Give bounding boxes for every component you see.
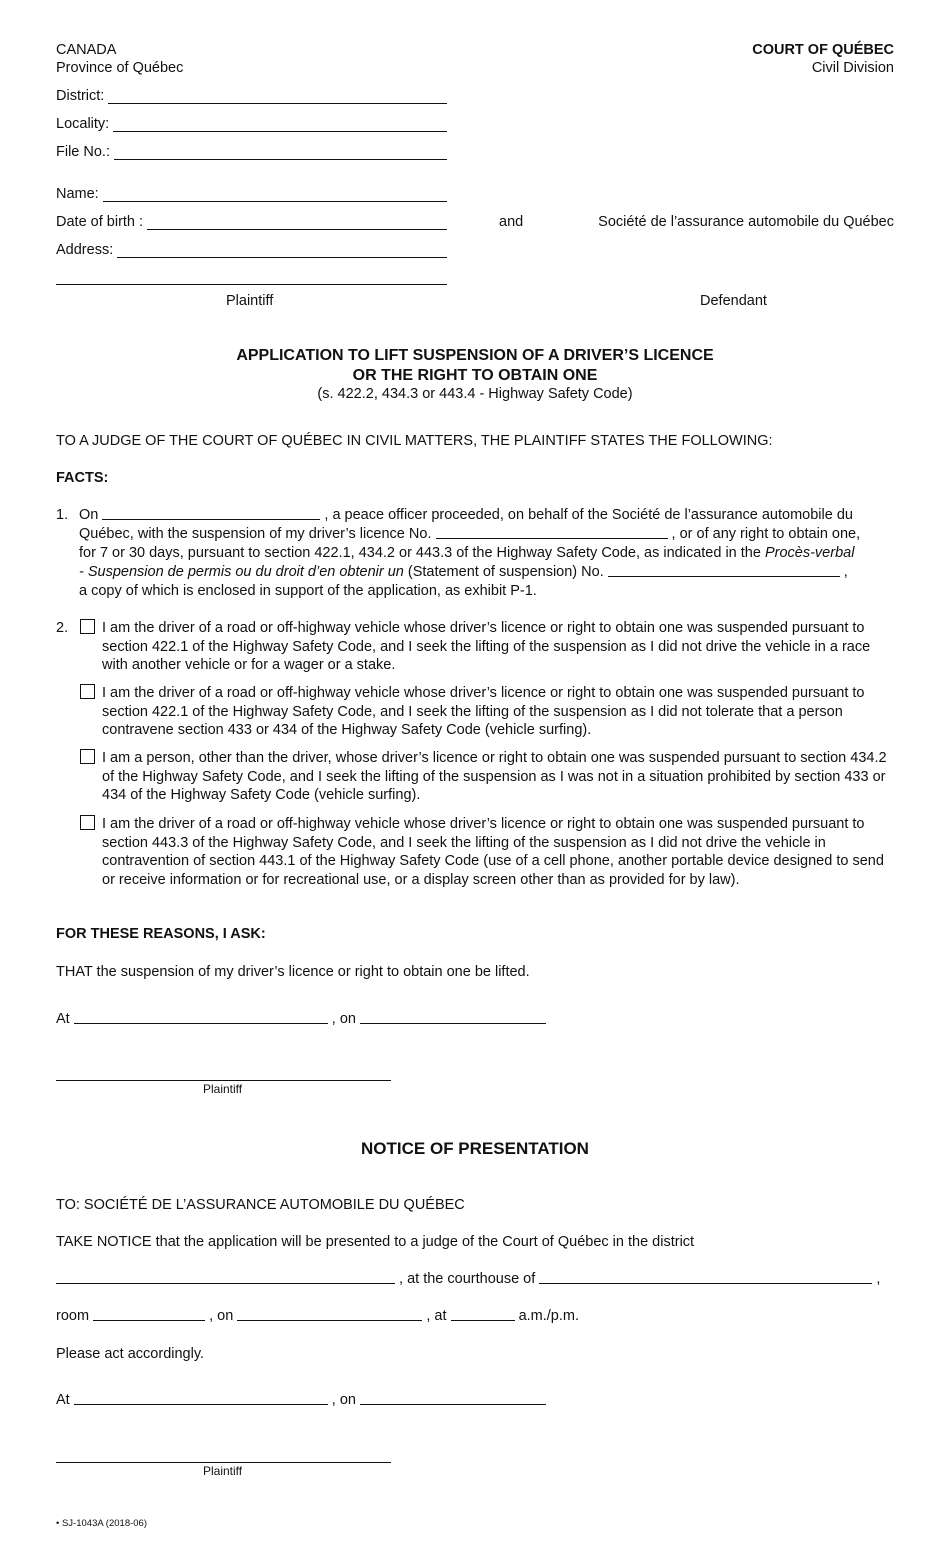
fact-1-line-2 xyxy=(79,526,860,542)
locality-label: Locality: xyxy=(56,116,110,132)
act-accordingly: Please act accordingly. xyxy=(56,1346,205,1362)
and-label: and xyxy=(499,214,524,230)
ampm-label: a.m./p.m. xyxy=(518,1308,580,1324)
file-no-line[interactable] xyxy=(114,147,447,160)
district-field[interactable] xyxy=(56,88,447,104)
plaintiff-label: Plaintiff xyxy=(226,293,274,309)
option-4-checkbox[interactable] xyxy=(80,815,95,830)
option-2-checkbox[interactable] xyxy=(80,684,95,699)
option-3-text: I am a person, other than the driver, whose driver’s licence or right to obtain one was suspended pursuant to section 434.2 of the Highway Safety Code, and I seek the lifting of the suspension as I was not in a situation prohibited by section 433 or 434 of the Highway Safety Code (vehicle surfing). xyxy=(102,750,887,803)
name-label: Name: xyxy=(56,186,99,202)
option-1-checkbox[interactable] xyxy=(80,619,95,634)
option-4-text: I am the driver of a road or off-highway vehicle whose driver’s licence or right to obtain one was suspended pursuant to section 443.3 of the Highway Safety Code, and I seek the lifting of the suspension as I did not drive the vehicle in contravention of section 443.1 of the Highway Safety Code (use of a cell phone, another portable device designed to send or receive information or for recreational use, or a display screen other than as provided for by law). xyxy=(102,816,884,888)
licence-number-line[interactable] xyxy=(436,526,668,539)
address-line-2[interactable] xyxy=(56,284,447,285)
fact-1-line-1 xyxy=(79,507,853,523)
room-date-time-row xyxy=(56,1308,579,1324)
statement-number-line[interactable] xyxy=(608,564,840,577)
courthouse-comma: , xyxy=(876,1271,881,1287)
signing-at-label: At xyxy=(56,1011,70,1027)
courthouse-label: , at the courthouse of xyxy=(399,1271,536,1287)
request-text: THAT the suspension of my driver’s licence or right to obtain one be lifted. xyxy=(56,964,530,980)
name-line[interactable] xyxy=(103,189,447,202)
file-no-label: File No.: xyxy=(56,144,110,160)
notice-plaintiff-signature-line[interactable] xyxy=(56,1462,391,1463)
fact-1-comma: , xyxy=(843,564,848,580)
judge-address-line: TO A JUDGE OF THE COURT OF QUÉBEC IN CIVIL MATTERS, THE PLAINTIFF STATES THE FOLLOWING: xyxy=(56,433,773,449)
fact-1-italic-1: Procès-verbal xyxy=(764,545,855,561)
courthouse-line[interactable] xyxy=(539,1271,872,1284)
address-label: Address: xyxy=(56,242,114,258)
form-code: • SJ-1043A (2018-06) xyxy=(56,1518,147,1529)
facts-heading: FACTS: xyxy=(56,470,109,486)
name-field[interactable] xyxy=(56,186,447,202)
court-title: COURT OF QUÉBEC xyxy=(752,42,894,58)
title-reference: (s. 422.2, 434.3 or 443.4 - Highway Safety Code) xyxy=(317,386,633,402)
fact-1-on: On xyxy=(79,507,99,523)
option-2-text: I am the driver of a road or off-highway vehicle whose driver’s licence or right to obtain one was suspended pursuant to section 422.1 of the Highway Safety Code, and I seek the lifting of the suspension as I did not tolerate that a person contravene section 433 or 434 of the Highway Safety Code (vehicle surfing). xyxy=(102,685,865,738)
room-line[interactable] xyxy=(93,1308,205,1321)
signing-date-line[interactable] xyxy=(360,1011,546,1024)
notice-signing-row xyxy=(56,1392,546,1408)
notice-signing-at: At xyxy=(56,1392,70,1408)
address-line[interactable] xyxy=(117,245,447,258)
notice-time-line[interactable] xyxy=(451,1308,515,1321)
defendant-label: Defendant xyxy=(700,293,767,309)
locality-line[interactable] xyxy=(113,119,447,132)
fact-1-italic-2: - Suspension de permis ou du droit d’en obtenir un xyxy=(79,564,404,580)
district-line[interactable] xyxy=(108,91,447,104)
notice-date-line[interactable] xyxy=(237,1308,422,1321)
signing-place-line[interactable] xyxy=(74,1011,328,1024)
notice-district-line[interactable] xyxy=(56,1271,395,1284)
notice-to: TO: SOCIÉTÉ DE L’ASSURANCE AUTOMOBILE DU QUÉBEC xyxy=(56,1197,465,1213)
title-line-2: OR THE RIGHT TO OBTAIN ONE xyxy=(352,367,598,384)
option-3-checkbox[interactable] xyxy=(80,749,95,764)
fact-1-line-4 xyxy=(79,564,848,580)
fact-1-text-2: Québec, with the suspension of my driver’s licence No. xyxy=(79,526,432,542)
dob-label: Date of birth : xyxy=(56,214,144,230)
fact-1-line-3 xyxy=(79,545,854,561)
fact-1-text-4: for 7 or 30 days, pursuant to section 422.1, 434.2 or 443.3 of the Highway Safety Code, as indicated in the xyxy=(79,545,761,561)
fact-1-text-1: , a peace officer proceeded, on behalf of the Société de l’assurance automobile du xyxy=(324,507,853,523)
division-label: Civil Division xyxy=(811,60,894,76)
district-courthouse-row xyxy=(56,1271,880,1287)
fact-1-text-5: (Statement of suspension) No. xyxy=(407,564,604,580)
defendant-name: Société de l’assurance automobile du Québec xyxy=(598,214,894,230)
notice-signing-date-line[interactable] xyxy=(360,1392,546,1405)
room-label: room xyxy=(56,1308,90,1324)
address-field[interactable] xyxy=(56,242,447,258)
notice-on-label: , on xyxy=(209,1308,234,1324)
signing-place-row xyxy=(56,1011,546,1027)
province-label: Province of Québec xyxy=(56,60,184,76)
locality-field[interactable] xyxy=(56,116,447,132)
dob-line[interactable] xyxy=(147,217,447,230)
plaintiff-signature-line[interactable] xyxy=(56,1080,391,1081)
district-label: District: xyxy=(56,88,105,104)
reasons-heading: FOR THESE REASONS, I ASK: xyxy=(56,926,266,942)
notice-at-label: , at xyxy=(426,1308,447,1324)
country-label: CANADA xyxy=(56,42,117,58)
fact-2-number: 2. xyxy=(56,620,69,636)
fact-1-text-3: , or of any right to obtain one, xyxy=(671,526,861,542)
signing-on-label: , on xyxy=(331,1011,356,1027)
fact-1-line-5: a copy of which is enclosed in support of the application, as exhibit P-1. xyxy=(79,583,537,599)
take-notice-text: TAKE NOTICE that the application will be presented to a judge of the Court of Québec in the district xyxy=(56,1234,695,1250)
dob-field[interactable] xyxy=(56,214,447,230)
notice-signing-place-line[interactable] xyxy=(74,1392,328,1405)
fact-1-number: 1. xyxy=(56,507,69,523)
notice-title: NOTICE OF PRESENTATION xyxy=(361,1139,589,1158)
suspension-date-line[interactable] xyxy=(102,507,320,520)
plaintiff-signature-label: Plaintiff xyxy=(203,1082,243,1096)
notice-signing-on: , on xyxy=(331,1392,356,1408)
file-no-field[interactable] xyxy=(56,144,447,160)
notice-plaintiff-label: Plaintiff xyxy=(203,1464,243,1478)
option-1-text: I am the driver of a road or off-highway vehicle whose driver’s licence or right to obtain one was suspended pursuant to section 422.1 of the Highway Safety Code, and I seek the lifting of the suspension as I did not drive the vehicle in a race with another vehicle or for a wager or a stake. xyxy=(102,620,871,673)
title-line-1: APPLICATION TO LIFT SUSPENSION OF A DRIVER’S LICENCE xyxy=(236,347,714,364)
